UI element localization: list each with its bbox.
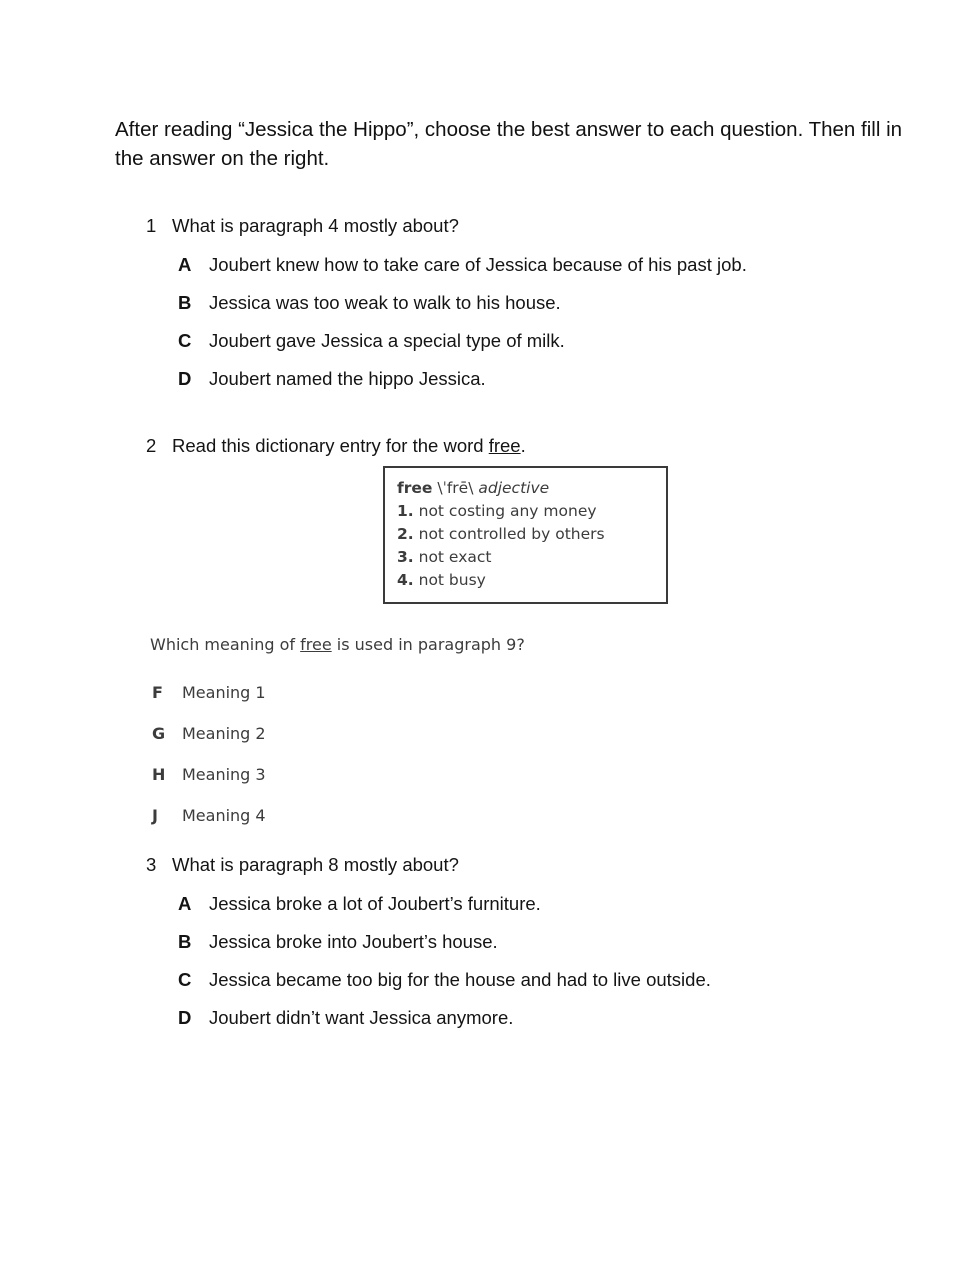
option-letter: C	[178, 969, 192, 990]
question-2-option-f	[152, 682, 266, 704]
question-1-prompt: What is paragraph 4 mostly about?	[172, 215, 459, 236]
question-3-prompt: What is paragraph 8 mostly about?	[172, 854, 459, 875]
sense-text: not exact	[418, 548, 492, 566]
dictionary-sense-4	[397, 569, 654, 592]
question-2-number: 2	[146, 435, 157, 456]
sub-question-prefix: Which meaning of	[150, 635, 301, 654]
question-2-prompt-underlined-word: free	[488, 435, 521, 456]
option-letter: D	[178, 1007, 192, 1028]
question-1-number: 1	[146, 215, 157, 236]
option-letter: H	[152, 765, 166, 784]
sense-number: 1.	[397, 502, 414, 520]
sense-text: not costing any money	[418, 502, 597, 520]
option-letter: G	[152, 724, 166, 743]
dictionary-sense-2	[397, 523, 654, 546]
question-1-option-c	[178, 329, 747, 353]
question-2	[143, 434, 526, 458]
question-2-option-j	[152, 805, 266, 827]
question-1-options	[178, 253, 747, 391]
question-2-prompt-prefix: Read this dictionary entry for the word	[172, 435, 489, 456]
option-letter: B	[178, 931, 192, 952]
question-2-sub-question	[150, 634, 525, 656]
option-text: Jessica broke into Joubert’s house.	[209, 931, 498, 952]
dictionary-headline	[397, 477, 654, 500]
question-1-option-a	[178, 253, 747, 277]
sense-number: 2.	[397, 525, 414, 543]
question-3-option-b	[178, 930, 711, 954]
question-2-prompt-suffix: .	[520, 435, 526, 456]
option-text: Jessica broke a lot of Joubert’s furniture.	[209, 893, 541, 914]
question-2-prompt	[172, 434, 526, 458]
option-letter: A	[178, 893, 192, 914]
instructions-text: After reading “Jessica the Hippo”, choose the best answer to each question. Then fill in the answer on the right.	[115, 118, 903, 170]
option-letter: A	[178, 254, 192, 275]
question-3-prompt-line	[143, 853, 711, 877]
question-3-number: 3	[146, 854, 157, 875]
option-letter: B	[178, 292, 192, 313]
dictionary-sense-1	[397, 500, 654, 523]
question-1-option-b	[178, 291, 747, 315]
option-text: Meaning 2	[182, 724, 266, 743]
option-letter: J	[152, 806, 158, 825]
dictionary-headword: free	[397, 479, 433, 497]
option-text: Jessica was too weak to walk to his house.	[209, 292, 561, 313]
dictionary-pronunciation: \ˈfrē\	[437, 479, 474, 497]
question-2-options	[152, 682, 266, 846]
option-text: Meaning 3	[182, 765, 266, 784]
question-3-options	[178, 892, 711, 1030]
question-1-option-d	[178, 367, 747, 391]
question-3-option-a	[178, 892, 711, 916]
sense-number: 4.	[397, 571, 414, 589]
option-text: Meaning 1	[182, 683, 266, 702]
sense-number: 3.	[397, 548, 414, 566]
sub-question-underlined-word: free	[300, 635, 332, 654]
sub-question-suffix: is used in paragraph 9?	[331, 635, 525, 654]
question-3	[143, 853, 711, 1044]
question-3-option-c	[178, 968, 711, 992]
question-2-option-h	[152, 764, 266, 786]
dictionary-entry-box	[383, 466, 668, 604]
option-text: Joubert gave Jessica a special type of milk.	[209, 330, 565, 351]
question-1	[143, 214, 747, 405]
option-text: Meaning 4	[182, 806, 266, 825]
option-letter: C	[178, 330, 192, 351]
option-text: Jessica became too big for the house and had to live outside.	[209, 969, 711, 990]
question-1-prompt-line	[143, 214, 747, 238]
dictionary-part-of-speech: adjective	[478, 479, 550, 497]
dictionary-sense-3	[397, 546, 654, 569]
option-text: Joubert didn’t want Jessica anymore.	[209, 1007, 514, 1028]
sense-text: not controlled by others	[418, 525, 605, 543]
question-3-option-d	[178, 1006, 711, 1030]
option-text: Joubert knew how to take care of Jessica because of his past job.	[209, 254, 747, 275]
option-text: Joubert named the hippo Jessica.	[209, 368, 486, 389]
option-letter: D	[178, 368, 192, 389]
option-letter: F	[152, 683, 163, 702]
question-2-option-g	[152, 723, 266, 745]
sense-text: not busy	[418, 571, 486, 589]
question-2-prompt-line	[143, 434, 526, 458]
